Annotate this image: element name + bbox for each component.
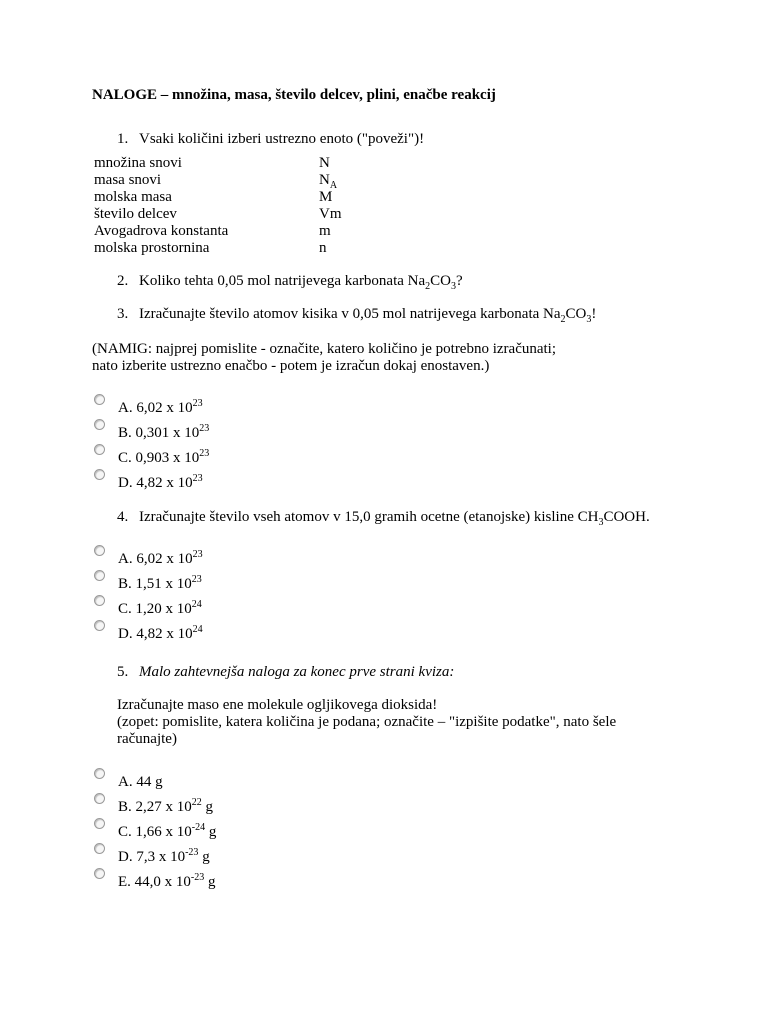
q3-option-a[interactable]: A. 6,02 x $10^{23}$ (118, 398, 203, 416)
q5-option-a-radio[interactable] (94, 768, 105, 779)
q1-quantity: množina snovi (94, 155, 182, 171)
q1-unit: M (319, 189, 333, 205)
q5-option-e[interactable]: E. 44,0 x $10^{-23}$ g (118, 872, 216, 890)
q4-option-c-radio[interactable] (94, 595, 105, 606)
page-title: NALOGE – množina, masa, število delcev, plini, enačbe reakcij (92, 87, 496, 103)
q5-intro: Malo zahtevnejša naloga za konec prve strani kviza: (139, 664, 455, 680)
q1-unit: N (319, 155, 330, 171)
q4-number: 4. (117, 509, 129, 525)
q4-option-d-radio[interactable] (94, 620, 105, 631)
q4-option-c[interactable]: C. 1,20 x $10^{24}$ (118, 599, 202, 617)
q1-unit: Vm (319, 206, 342, 222)
q3-option-d[interactable]: D. 4,82 x $10^{23}$ (118, 473, 203, 491)
q5-text-line2: (zopet: pomislite, katera količina je podana; označite – "izpišite podatke", nato šele (117, 714, 617, 730)
q1-quantity: masa snovi (94, 172, 162, 188)
q4-option-a[interactable]: A. 6,02 x $10^{23}$ (118, 549, 203, 567)
q1-quantity: Avogadrova konstanta (94, 223, 229, 239)
q5-text-line1: Izračunajte maso ene molekule ogljikovega dioksida! (117, 697, 438, 713)
q5-option-c[interactable]: C. 1,66 x $10^{-24}$ g (118, 822, 217, 840)
q5-option-b-radio[interactable] (94, 793, 105, 804)
q1-number: 1. (117, 131, 129, 147)
q4-option-d[interactable]: D. 4,82 x $10^{24}$ (118, 624, 203, 642)
q3-text: Izračunajte število atomov kisika v 0,05 mol natrijevega karbonata $Na_2CO_3$! (139, 306, 597, 325)
q2-text: Koliko tehta 0,05 mol natrijevega karbonata $Na_2CO_3$? (139, 273, 463, 292)
q1-unit: $N_A$ (319, 172, 338, 191)
q5-option-c-radio[interactable] (94, 818, 105, 829)
q1-unit: m (319, 223, 331, 239)
q5-option-a[interactable]: A. 44 g (118, 774, 163, 790)
q1-text: Vsaki količini izberi ustrezno enoto ("poveži")! (139, 131, 425, 147)
q3-option-d-radio[interactable] (94, 469, 105, 480)
q3-hint-line2: nato izberite ustrezno enačbo - potem je izračun dokaj enostaven.) (92, 358, 490, 374)
q5-option-b[interactable]: B. 2,27 x $10^{22}$ g (118, 797, 214, 815)
q3-number: 3. (117, 306, 129, 322)
q3-hint-line1: (NAMIG: najprej pomislite - označite, katero količino je potrebno izračunati; (92, 341, 557, 357)
q3-option-b[interactable]: B. 0,301 x $10^{23}$ (118, 423, 210, 441)
q5-text-line3: računajte) (117, 731, 177, 747)
q4-option-b[interactable]: B. 1,51 x $10^{23}$ (118, 574, 202, 592)
q5-option-e-radio[interactable] (94, 868, 105, 879)
q1-quantity: molska prostornina (94, 240, 210, 256)
q5-number: 5. (117, 664, 129, 680)
q3-option-c[interactable]: C. 0,903 x $10^{23}$ (118, 448, 210, 466)
q2-number: 2. (117, 273, 129, 289)
q3-option-a-radio[interactable] (94, 394, 105, 405)
q5-option-d[interactable]: D. 7,3 x $10^{-23}$ g (118, 847, 210, 865)
q4-option-a-radio[interactable] (94, 545, 105, 556)
q3-option-b-radio[interactable] (94, 419, 105, 430)
q1-quantity: število delcev (94, 206, 177, 222)
q4-text: Izračunajte število vseh atomov v 15,0 gramih ocetne (etanojske) kisline $CH_3COOH$. (139, 509, 650, 528)
q3-option-c-radio[interactable] (94, 444, 105, 455)
q1-unit: n (319, 240, 327, 256)
q4-option-b-radio[interactable] (94, 570, 105, 581)
q5-option-d-radio[interactable] (94, 843, 105, 854)
q1-quantity: molska masa (94, 189, 172, 205)
